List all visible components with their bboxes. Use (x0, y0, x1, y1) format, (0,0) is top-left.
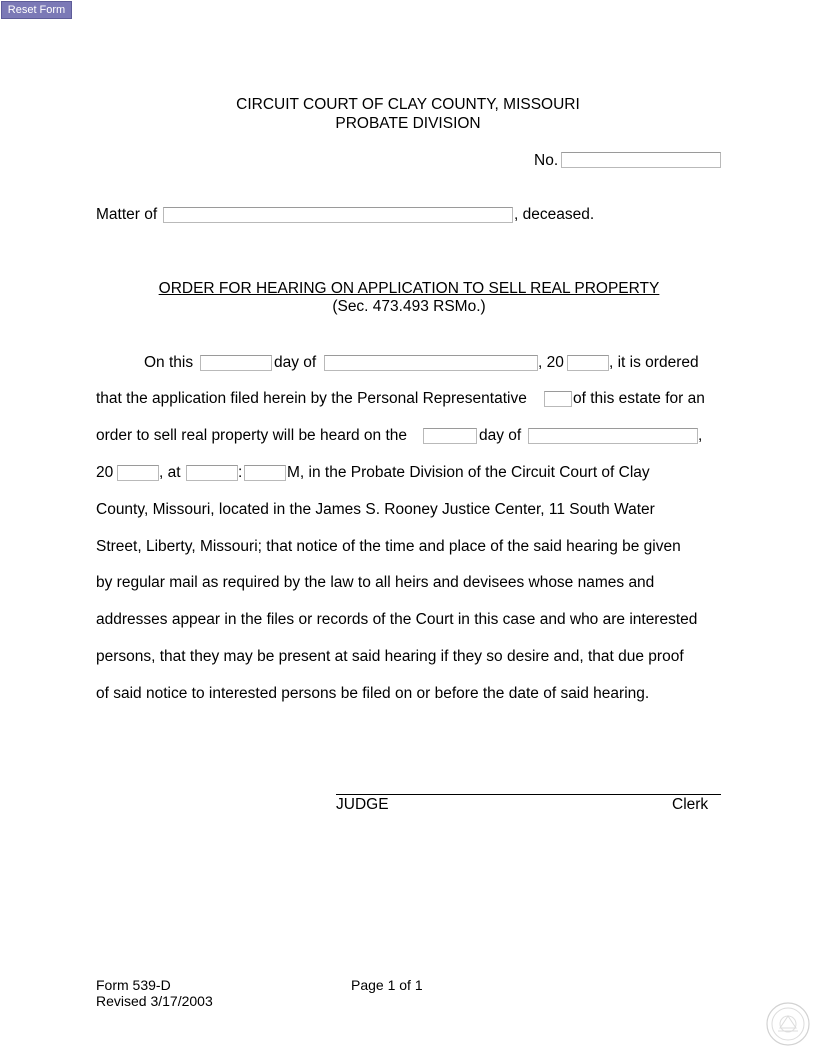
body-text: day of (274, 354, 317, 371)
body-text: : (238, 464, 243, 481)
case-no-label: No. (534, 152, 559, 169)
judge-label: JUDGE (336, 796, 389, 813)
body-text: by regular mail as required by the law to all heirs and devisees whose names and (96, 574, 655, 591)
body-text: that the application filed herein by the Personal Representative (96, 390, 527, 407)
reset-form-button[interactable]: Reset Form (1, 1, 72, 19)
clerk-label: Clerk (672, 796, 709, 813)
body-text: Street, Liberty, Missouri; that notice of the time and place of the said hearing be given (96, 538, 681, 555)
body-text: of this estate for an (573, 390, 705, 407)
body-text: , 20 (538, 354, 564, 371)
decedent-name-input[interactable] (163, 207, 513, 223)
deceased-suffix: , deceased. (514, 206, 595, 223)
body-text: County, Missouri, located in the James S. Rooney Justice Center, 11 South Water (96, 501, 655, 518)
form-number: Form 539-D (96, 977, 171, 993)
body-text: , it is ordered (609, 354, 699, 371)
hearing-month-input[interactable] (528, 428, 698, 444)
body-text: , (698, 427, 703, 444)
statute-reference: (Sec. 473.493 RSMo.) (332, 298, 486, 315)
order-title: ORDER FOR HEARING ON APPLICATION TO SELL REAL PROPERTY (158, 280, 660, 297)
order-year-input[interactable] (567, 355, 609, 371)
hearing-year-input[interactable] (117, 465, 159, 481)
division-name: PROBATE DIVISION (335, 115, 481, 132)
revised-date: Revised 3/17/2003 (96, 993, 213, 1009)
representative-plural-input[interactable] (544, 391, 572, 407)
court-name: CIRCUIT COURT OF CLAY COUNTY, MISSOURI (236, 96, 580, 113)
body-text: order to sell real property will be heard on the (96, 427, 408, 444)
case-no-input[interactable] (561, 152, 721, 168)
order-day-input[interactable] (200, 355, 272, 371)
signature-line (336, 794, 721, 795)
court-seal-icon (766, 1002, 810, 1046)
body-text: M, in the Probate Division of the Circuit Court of Clay (287, 464, 650, 481)
hearing-hour-input[interactable] (186, 465, 238, 481)
body-text: of said notice to interested persons be filed on or before the date of said hearing. (96, 685, 650, 702)
body-text: day of (479, 427, 522, 444)
body-text: On this (144, 354, 194, 371)
body-text: , at (159, 464, 181, 481)
hearing-day-input[interactable] (423, 428, 477, 444)
body-text: addresses appear in the files or records of the Court in this case and who are interested (96, 611, 698, 628)
order-month-input[interactable] (324, 355, 538, 371)
matter-label: Matter of (96, 206, 158, 223)
hearing-minute-input[interactable] (244, 465, 286, 481)
body-text: 20 (96, 464, 114, 481)
body-text: persons, that they may be present at said hearing if they so desire and, that due proof (96, 648, 684, 665)
page-number: Page 1 of 1 (351, 977, 423, 993)
